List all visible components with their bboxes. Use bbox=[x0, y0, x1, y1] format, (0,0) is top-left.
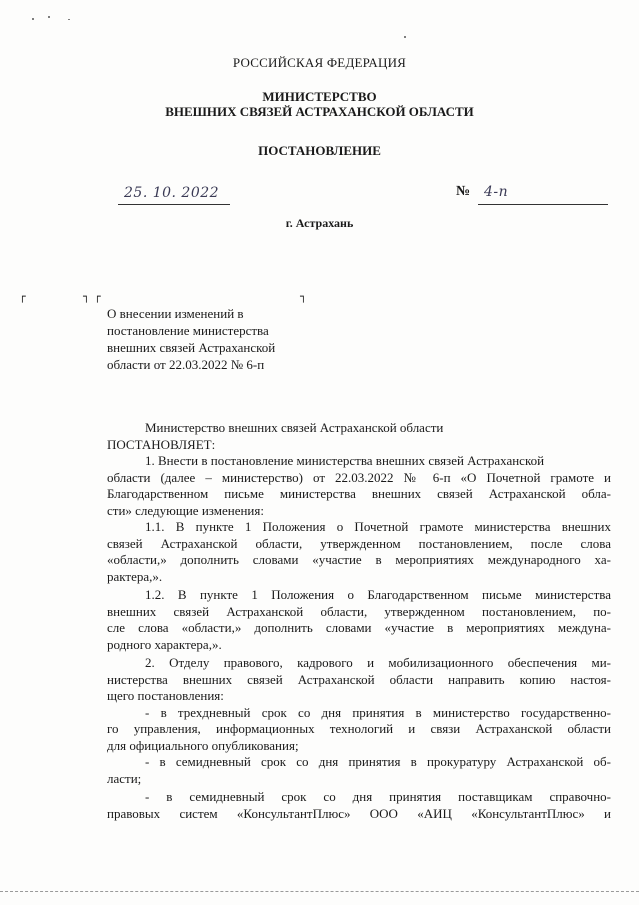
document-subject bbox=[107, 305, 275, 373]
body-line: внешних связей Астраханской области, утвержденном постановлением, по- bbox=[107, 603, 611, 619]
number-sign: № bbox=[456, 184, 471, 199]
document-type-heading: ПОСТАНОВЛЕНИЕ bbox=[258, 143, 381, 158]
country-heading: РОССИЙСКАЯ ФЕДЕРАЦИЯ bbox=[232, 55, 407, 70]
body-line: правовых систем «КонсультантПлюс» ООО «АИЦ «КонсультантПлюс» и bbox=[107, 805, 611, 821]
body-line: сти» следующие изменения: bbox=[107, 502, 264, 518]
body-line: Министерство внешних связей Астраханской области bbox=[145, 420, 444, 435]
body-line: ласти; bbox=[107, 770, 142, 786]
body-line: рактера,». bbox=[107, 568, 163, 584]
body-line: связей Астраханской области, утвержденном постановлением, после слова bbox=[107, 535, 611, 551]
scan-edge-line bbox=[0, 891, 639, 892]
body-line: 2. Отделу правового, кадрового и мобилизационного обеспечения ми- bbox=[145, 655, 611, 670]
ministry-heading bbox=[0, 89, 639, 119]
document-body bbox=[107, 420, 611, 822]
scan-speck bbox=[404, 36, 406, 38]
body-line: Благодарственном письме министерства внешних связей Астраханской обла- bbox=[107, 486, 611, 501]
body-line: области (далее – министерство) от 22.03.2022 № 6-п «О Почетной грамоте и bbox=[107, 469, 611, 485]
handwritten-number: 4-п bbox=[484, 184, 509, 200]
body-line: го управления, информационных технологий и связи Астраханской области bbox=[107, 721, 611, 736]
handwritten-date: 25. 10. 2022 bbox=[124, 185, 220, 201]
body-line: для официального опубликования; bbox=[107, 737, 299, 753]
body-line: - в трехдневный срок со дня принятия в министерство государственно- bbox=[145, 704, 611, 720]
body-line: «области,» дополнить словами «участие в мероприятиях международного ха- bbox=[107, 552, 611, 567]
subject-line: О внесении изменений в bbox=[107, 306, 244, 321]
body-line: щего постановления: bbox=[107, 688, 224, 703]
bracket-corner-icon: ┐ bbox=[300, 290, 307, 303]
scan-speck bbox=[48, 16, 50, 18]
body-line: сле слова «области,» дополнить словами «участие в мероприятиях междуна- bbox=[107, 620, 611, 635]
city-line: г. Астрахань bbox=[285, 216, 354, 230]
body-line: 1.2. В пункте 1 Положения о Благодарственном письме министерства bbox=[145, 587, 611, 602]
subject-line: области от 22.03.2022 № 6-п bbox=[107, 357, 265, 372]
body-line: родного характера,». bbox=[107, 636, 222, 652]
body-line: ПОСТАНОВЛЯЕТ: bbox=[107, 436, 216, 452]
scan-speck bbox=[68, 19, 70, 20]
body-line: 1.1. В пункте 1 Положения о Почетной грамоте министерства внешних bbox=[145, 519, 611, 534]
body-line: - в семидневный срок со дня принятия в прокуратуру Астраханской об- bbox=[145, 754, 611, 769]
subject-line: постановление министерства bbox=[107, 323, 269, 338]
body-line: нистерства внешних связей Астраханской области направить копию настоя- bbox=[107, 671, 611, 687]
body-line: - в семидневный срок со дня принятия поставщикам справочно- bbox=[145, 789, 611, 804]
date-field bbox=[118, 184, 230, 205]
number-field bbox=[478, 184, 608, 205]
body-line: 1. Внести в постановление министерства внешних связей Астраханской bbox=[145, 453, 545, 468]
scan-speck bbox=[32, 18, 34, 20]
ministry-heading-line2: ВНЕШНИХ СВЯЗЕЙ АСТРАХАНСКОЙ ОБЛАСТИ bbox=[165, 104, 474, 119]
bracket-corner-icon: ┌ bbox=[19, 290, 26, 303]
bracket-corner-icon: ┐ bbox=[83, 290, 90, 303]
bracket-corner-icon: ┌ bbox=[94, 290, 101, 303]
ministry-heading-line1: МИНИСТЕРСТВО bbox=[262, 89, 377, 104]
subject-line: внешних связей Астраханской bbox=[107, 340, 276, 355]
